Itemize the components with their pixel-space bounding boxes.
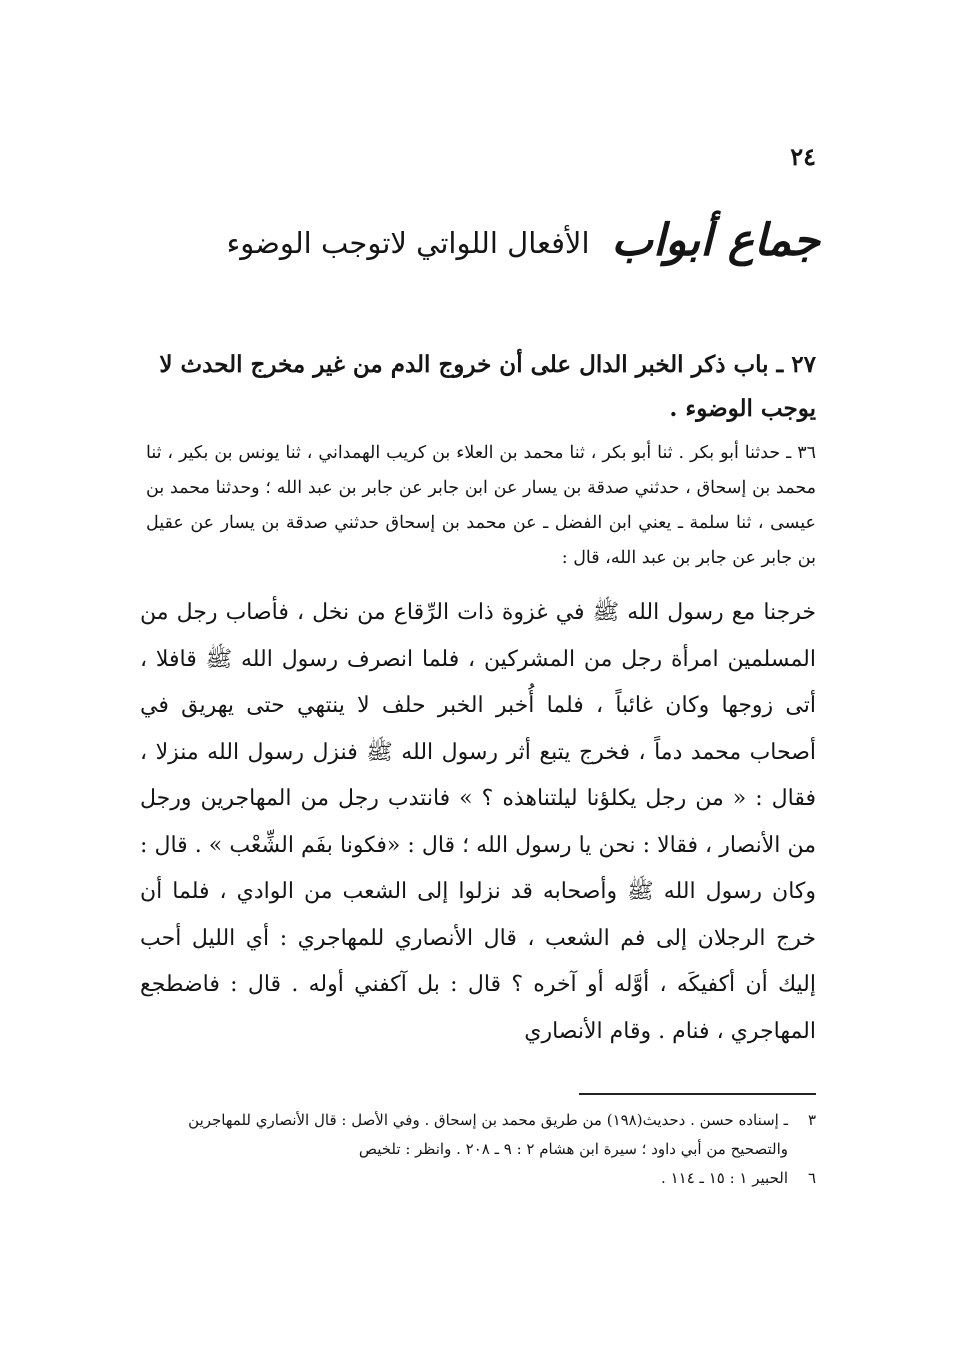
footnote-divider [579,1093,816,1095]
hadith-paragraph: خرجنا مع رسول الله ﷺ في غزوة ذات الرِّقاع من نخل ، فأصاب رجل من المسلمين امرأة رجل من المشركين ، فلما انصرف رسول الله ﷺ قافلا ، أتى زوجها وكان غائباً ، فلما أُخبر الخبر حلف لا ينتهي حتى يهريق في أصحاب محمد دماً ، فخرج يتبع أثر رسول الله ﷺ فنزل رسول الله منزلا ، فقال : « من رجل يكلؤنا ليلتناهذه ؟ » فانتدب رجل من المهاجرين ورجل من الأنصار ، فقالا : نحن يا رسول الله ؛ قال : «فكونا بفَم الشِّعْب » . قال : وكان رسول الله ﷺ وأصحابه قد نزلوا إلى الشعب من الوادي ، فلما أن خرج الرجلان إلى فم الشعب ، قال الأنصاري للمهاجري : أي الليل أحب إليك أن أكفيكَه ، أوَّله أو آخره ؟ قال : بل آكفني أوله . قال : فاضطجع المهاجري ، فنام . وقام الأنصاري [140,600,816,1044]
footnote-text: ـ إسناده حسن . دحديث(١٩٨) من طريق محمد بن إسحاق . وفي الأصل : قال الأنصاري للمهاجرين والتصحيح من أبي داود ؛ سيرة ابن هشام ٢ : ٩ ـ ٢٠٨ . وانظر : تلخيص [188,1111,788,1158]
chapter-heading [130,215,820,266]
footnote-item [146,1106,816,1164]
hadith-body [140,590,816,1055]
footnote-number: ٣ [807,1111,816,1129]
footnote-item [146,1164,816,1193]
footnotes [146,1106,816,1193]
page-number: ٢٤ [790,142,816,171]
chapter-ornament-text: جماع أبواب [611,215,820,266]
footnote-number: ٦ [807,1169,816,1187]
footnote-text: الحبير ١ : ١٥ ـ ١١٤ . [661,1169,788,1187]
isnad-paragraph: ٣٦ ـ حدثنا أبو بكر . ثنا أبو بكر ، ثنا محمد بن العلاء بن كريب الهمداني ، ثنا يونس بن بكير ، ثنا محمد بن إسحاق ، حدثني صدقة بن يسار عن ابن جابر عن جابر بن عبد الله ؛ وحدثنا محمد بن عيسى ، ثنا سلمة ـ يعني ابن الفضل ـ عن محمد بن إسحاق حدثني صدقة بن يسار عن عقيل بن جابر عن جابر بن عبد الله، قال : [146,443,816,568]
chapter-title: الأفعال اللواتي لاتوجب الوضوء [226,226,590,260]
section-heading: ٢٧ ـ باب ذكر الخبر الدال على أن خروج الدم من غير مخرج الحدث لا يوجب الوضوء . [159,351,816,422]
